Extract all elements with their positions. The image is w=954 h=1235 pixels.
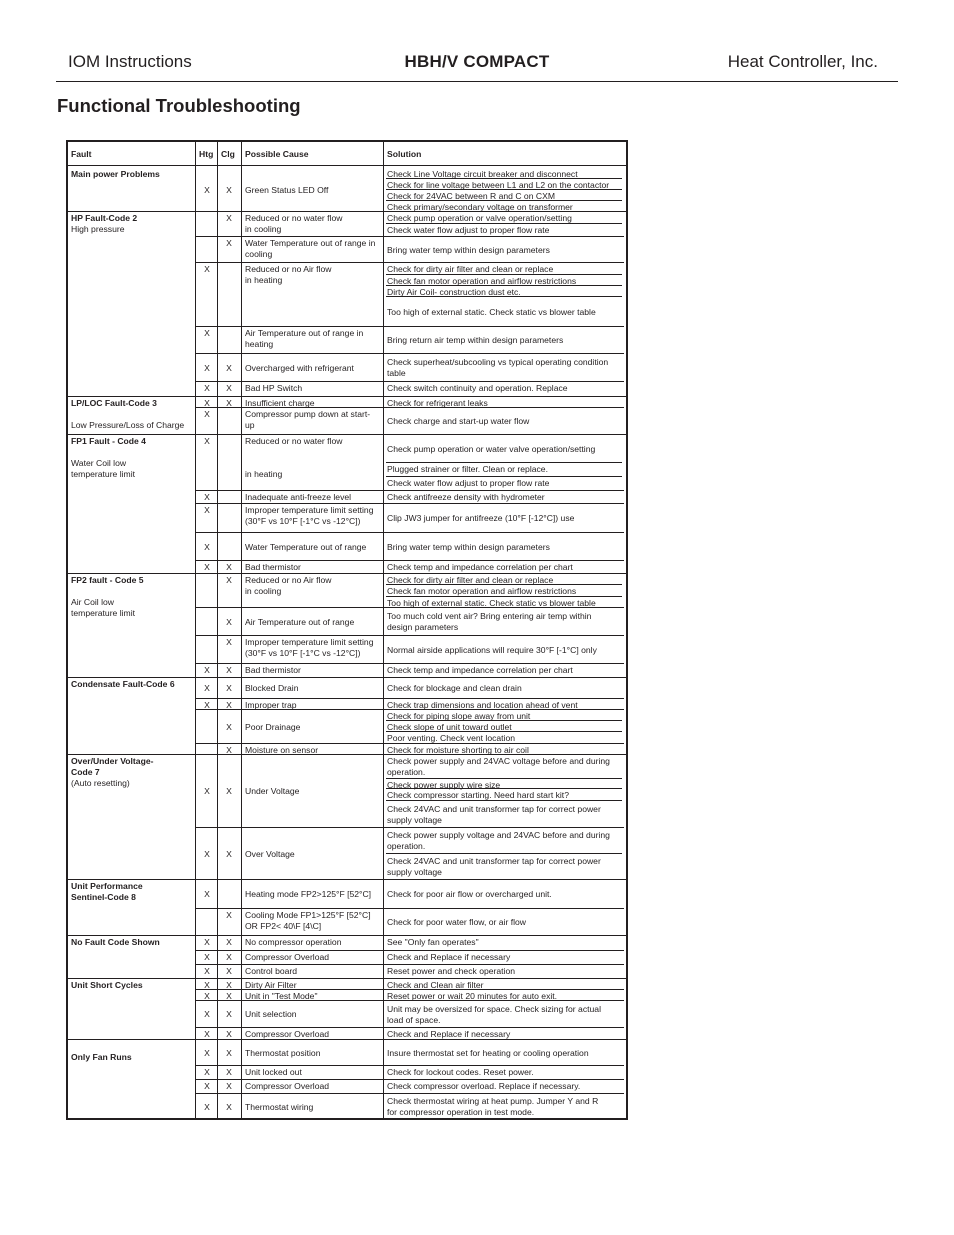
solution-text: Check trap dimensions and location ahead of vent [387, 700, 578, 710]
solution-text: Too high of external static. Check static vs blower table [387, 306, 596, 317]
solution-text: Check power supply and 24VAC voltage before and during [387, 756, 610, 766]
htg-mark: X [204, 562, 210, 572]
htg-mark: X [204, 1047, 210, 1058]
htg-mark: X [204, 665, 210, 675]
clg-mark: X [226, 184, 232, 195]
row-divider [196, 663, 624, 664]
solution-divider [386, 200, 622, 201]
solution-text: Check for piping slope away from unit [387, 711, 531, 721]
clg-mark: X [226, 616, 232, 627]
solution-text: Check fan motor operation and airflow restrictions [387, 586, 577, 596]
column-divider [217, 142, 218, 1118]
solution-text: Check water flow adjust to proper flow rate [387, 225, 550, 235]
solution-text: Bring water temp within design parameters [387, 244, 550, 255]
solution-text: Check for 24VAC between R and C on CXM [387, 191, 555, 201]
solution-text: Check fan motor operation and airflow restrictions [387, 276, 577, 286]
fault-label: Air Coil low [71, 597, 114, 607]
solution-text: Check for poor air flow or overcharged unit. [387, 889, 552, 899]
fault-label: High pressure [71, 224, 125, 234]
solution-text: for compressor operation in test mode. [387, 1107, 535, 1117]
htg-mark: X [204, 1009, 210, 1019]
possible-cause: up [245, 420, 255, 430]
possible-cause: Air Temperature out of range [245, 616, 355, 627]
solution-text: Check superheat/subcooling vs typical operating condition [387, 357, 609, 367]
possible-cause: (30°F vs 10°F [-1°C vs -12°C]) [245, 648, 361, 658]
possible-cause: in cooling [245, 586, 282, 596]
clg-mark: X [226, 700, 232, 710]
row-divider [196, 262, 624, 263]
htg-mark: X [204, 264, 210, 274]
solution-text: Check 24VAC and unit transformer tap for correct power [387, 803, 601, 814]
solution-text: Dirty Air Coil- construction dust etc. [387, 287, 521, 297]
htg-mark: X [204, 889, 210, 899]
solution-divider [386, 853, 622, 854]
clg-mark: X [226, 213, 232, 223]
row-divider [196, 709, 624, 710]
solution-text: table [387, 368, 406, 378]
row-divider [196, 827, 624, 828]
solution-text: Too much cold vent air? Bring entering air temp within [387, 611, 592, 621]
column-divider [383, 142, 384, 1118]
fault-label: LP/LOC Fault-Code 3 [71, 398, 157, 408]
row-divider [196, 407, 624, 408]
possible-cause: Poor Drainage [245, 721, 301, 732]
solution-text: Check power supply wire size [387, 780, 501, 790]
htg-mark: X [204, 383, 210, 393]
htg-mark: X [204, 362, 210, 373]
solution-text: supply voltage [387, 814, 442, 825]
solution-text: operation. [387, 767, 426, 777]
column-header: Clg [221, 149, 235, 159]
solution-text: Bring water temp within design parameters [387, 541, 550, 552]
fault-label: HP Fault-Code 2 [71, 213, 138, 223]
solution-divider [386, 178, 622, 179]
htg-mark: X [204, 409, 210, 419]
htg-mark: X [204, 683, 210, 693]
htg-mark: X [204, 700, 210, 710]
htg-mark: X [204, 398, 210, 408]
possible-cause: Unit selection [245, 1009, 297, 1019]
page-header [56, 50, 898, 78]
solution-divider [386, 788, 622, 789]
htg-mark: X [204, 436, 210, 446]
fault-label: temperature limit [71, 608, 135, 618]
row-divider [196, 236, 624, 237]
solution-text: Clip JW3 jumper for antifreeze (10°F [-12°C]) use [387, 513, 575, 523]
solution-text: Check primary/secondary voltage on transformer [387, 202, 573, 212]
clg-mark: X [226, 745, 232, 755]
solution-text: Check compressor overload. Replace if necessary. [387, 1081, 581, 1091]
fault-group-divider [68, 396, 626, 397]
solution-text: operation. [387, 841, 426, 851]
possible-cause: Unit locked out [245, 1067, 302, 1077]
row-divider [196, 503, 624, 504]
fault-group-divider [68, 434, 626, 435]
solution-text: Check temp and impedance correlation per chart [387, 665, 573, 675]
row-divider [196, 908, 624, 909]
fault-label: No Fault Code Shown [71, 937, 160, 947]
solution-text: Too high of external static. Check static vs blower table [387, 598, 596, 608]
fault-label: FP1 Fault - Code 4 [71, 436, 146, 446]
solution-divider [386, 476, 622, 477]
clg-mark: X [226, 383, 232, 393]
htg-mark: X [204, 966, 210, 976]
htg-mark: X [204, 541, 210, 552]
clg-mark: X [226, 362, 232, 373]
possible-cause: Control board [245, 966, 298, 976]
possible-cause: Moisture on sensor [245, 745, 319, 755]
clg-mark: X [226, 991, 232, 1001]
solution-text: Reset power or wait 20 minutes for auto exit. [387, 991, 558, 1001]
row-divider [196, 1065, 624, 1066]
solution-text: Check for blockage and clean drain [387, 683, 522, 693]
solution-divider [386, 296, 622, 297]
clg-mark: X [226, 937, 232, 947]
row-divider [196, 490, 624, 491]
solution-divider [386, 800, 622, 801]
possible-cause: Water Temperature out of range in [245, 238, 376, 248]
clg-mark: X [226, 1101, 232, 1112]
column-header: Fault [71, 149, 92, 159]
possible-cause: Bad HP Switch [245, 383, 303, 393]
possible-cause: Blocked Drain [245, 683, 299, 693]
fault-group-divider [68, 978, 626, 979]
header-left: IOM Instructions [68, 52, 192, 71]
solution-text: Check for line voltage between L1 and L2 on the contactor [387, 180, 610, 190]
solution-text: Check power supply voltage and 24VAC before and during [387, 830, 610, 840]
fault-label: Condensate Fault-Code 6 [71, 679, 175, 689]
clg-mark: X [226, 1067, 232, 1077]
row-divider [196, 698, 624, 699]
possible-cause: Reduced or no Air flow [245, 575, 332, 585]
htg-mark: X [204, 937, 210, 947]
clg-mark: X [226, 1047, 232, 1058]
possible-cause: Bad thermistor [245, 665, 301, 675]
solution-text: Check for dirty air filter and clean or replace [387, 575, 554, 585]
row-divider [196, 560, 624, 561]
solution-divider [386, 778, 622, 779]
row-divider [196, 1000, 624, 1001]
fault-label: (Auto resetting) [71, 778, 130, 788]
solution-text: Unit may be oversized for space. Check sizing for actual [387, 1003, 601, 1014]
possible-cause: (30°F vs 10°F [-1°C vs -12°C]) [245, 516, 361, 526]
solution-divider [386, 720, 622, 721]
possible-cause: Cooling Mode FP1>125°F [52°C] [245, 910, 371, 920]
header-rule [56, 81, 898, 82]
solution-text: Normal airside applications will require 30°F [-1°C] only [387, 644, 597, 655]
row-divider [196, 989, 624, 990]
possible-cause: Reduced or no water flow [245, 436, 343, 446]
clg-mark: X [226, 575, 232, 585]
troubleshooting-table [66, 140, 628, 1120]
solution-divider [386, 584, 622, 585]
solution-text: Check Line Voltage circuit breaker and disconnect [387, 169, 578, 179]
solution-text: Check compressor starting. Need hard start kit? [387, 790, 569, 800]
fault-group-divider [68, 879, 626, 880]
possible-cause: Overcharged with refrigerant [245, 362, 354, 373]
clg-mark: X [226, 848, 232, 859]
htg-mark: X [204, 1029, 210, 1039]
row-divider [196, 532, 624, 533]
possible-cause: Heating mode FP2>125°F [52°C] [245, 889, 372, 899]
htg-mark: X [204, 1067, 210, 1077]
possible-cause: in cooling [245, 224, 282, 234]
solution-text: Check pump operation or valve operation/setting [387, 213, 572, 223]
possible-cause: No compressor operation [245, 937, 342, 947]
possible-cause: OR FP2< 40\F [4\C] [245, 921, 322, 931]
solution-divider [386, 731, 622, 732]
solution-text: supply voltage [387, 867, 442, 877]
column-divider [195, 142, 196, 1118]
row-divider [196, 950, 624, 951]
clg-mark: X [226, 1009, 232, 1019]
fault-label: Unit Short Cycles [71, 980, 143, 990]
solution-text: Check for dirty air filter and clean or replace [387, 264, 554, 274]
row-divider [196, 607, 624, 608]
htg-mark: X [204, 328, 210, 338]
solution-text: Check switch continuity and operation. Replace [387, 383, 568, 393]
possible-cause: cooling [245, 249, 273, 259]
possible-cause: Bad thermistor [245, 562, 301, 572]
column-header: Htg [199, 149, 214, 159]
fault-label: Water Coil low [71, 458, 127, 468]
clg-mark: X [226, 910, 232, 920]
htg-mark: X [204, 786, 210, 796]
fault-label: Main power Problems [71, 169, 160, 179]
header-center: HBH/V COMPACT [404, 52, 550, 71]
htg-mark: X [204, 980, 210, 990]
solution-text: Bring return air temp within design parameters [387, 335, 564, 345]
column-header: Possible Cause [245, 149, 309, 159]
fault-label: Only Fan Runs [71, 1052, 132, 1062]
possible-cause: Improper temperature limit setting [245, 637, 374, 647]
possible-cause: Inadequate anti-freeze level [245, 492, 352, 502]
htg-mark: X [204, 505, 210, 515]
solution-text: Check temp and impedance correlation per chart [387, 562, 573, 572]
htg-mark: X [204, 848, 210, 859]
clg-mark: X [226, 721, 232, 732]
fault-group-divider [68, 754, 626, 755]
solution-divider [386, 189, 622, 190]
solution-text: design parameters [387, 622, 459, 632]
fault-label: temperature limit [71, 469, 135, 479]
clg-mark: X [226, 637, 232, 647]
solution-text: Check water flow adjust to proper flow rate [387, 478, 550, 488]
clg-mark: X [226, 238, 232, 248]
page-title: Functional Troubleshooting [57, 95, 301, 116]
possible-cause: Over Voltage [245, 848, 295, 859]
solution-text: Check and Replace if necessary [387, 952, 511, 962]
possible-cause: Reduced or no Air flow [245, 264, 332, 274]
possible-cause: heating [245, 339, 274, 349]
possible-cause: Water Temperature out of range [245, 541, 367, 552]
possible-cause: Green Status LED Off [245, 184, 329, 195]
fault-label: Code 7 [71, 767, 100, 777]
htg-mark: X [204, 492, 210, 502]
solution-divider [386, 462, 622, 463]
possible-cause: Dirty Air Filter [245, 980, 297, 990]
htg-mark: X [204, 1101, 210, 1112]
possible-cause: Compressor Overload [245, 952, 330, 962]
possible-cause: Unit in "Test Mode" [245, 991, 318, 1001]
solution-divider [386, 596, 622, 597]
clg-mark: X [226, 562, 232, 572]
possible-cause: Thermostat position [245, 1047, 321, 1058]
htg-mark: X [204, 952, 210, 962]
row-divider [196, 635, 624, 636]
row-divider [196, 381, 624, 382]
solution-divider [386, 274, 622, 275]
clg-mark: X [226, 398, 232, 408]
possible-cause: Reduced or no water flow [245, 213, 343, 223]
fault-group-divider [68, 677, 626, 678]
solution-text: Plugged strainer or filter. Clean or replace. [387, 464, 548, 474]
clg-mark: X [226, 683, 232, 693]
possible-cause: Compressor Overload [245, 1029, 330, 1039]
fault-group-divider [68, 1119, 626, 1120]
row-divider [196, 1079, 624, 1080]
solution-text: Reset power and check operation [387, 966, 516, 976]
solution-text: Check pump operation or water valve operation/setting [387, 443, 596, 454]
possible-cause: in heating [245, 469, 283, 479]
possible-cause: Improper temperature limit setting [245, 505, 374, 515]
possible-cause: in heating [245, 275, 283, 285]
possible-cause: Under Voltage [245, 786, 300, 796]
htg-mark: X [204, 1081, 210, 1091]
solution-text: Check for poor water flow, or air flow [387, 917, 526, 927]
clg-mark: X [226, 966, 232, 976]
possible-cause: Compressor Overload [245, 1081, 330, 1091]
solution-text: Check and Replace if necessary [387, 1029, 511, 1039]
solution-text: Check charge and start-up water flow [387, 416, 530, 426]
row-divider [196, 353, 624, 354]
fault-label: Over/Under Voltage- [71, 756, 154, 766]
possible-cause: Improper trap [245, 700, 297, 710]
possible-cause: Compressor pump down at start- [245, 409, 371, 419]
clg-mark: X [226, 665, 232, 675]
column-divider [241, 142, 242, 1118]
fault-group-divider [68, 1039, 626, 1040]
solution-text: Check slope of unit toward outlet [387, 722, 512, 732]
solution-text: See "Only fan operates" [387, 937, 479, 947]
fault-group-divider [68, 573, 626, 574]
fault-label: Unit Performance [71, 881, 143, 891]
solution-text: Check for refrigerant leaks [387, 398, 488, 408]
solution-text: Check for lockout codes. Reset power. [387, 1067, 534, 1077]
fault-label: FP2 fault - Code 5 [71, 575, 144, 585]
solution-text: Check antifreeze density with hydrometer [387, 492, 545, 502]
possible-cause: Air Temperature out of range in [245, 328, 364, 338]
header-divider [68, 165, 626, 166]
solution-text: Check 24VAC and unit transformer tap for correct power [387, 856, 601, 866]
clg-mark: X [226, 1081, 232, 1091]
fault-label: Low Pressure/Loss of Charge [71, 420, 185, 430]
column-header: Solution [387, 149, 422, 159]
clg-mark: X [226, 952, 232, 962]
clg-mark: X [226, 786, 232, 796]
fault-label: Sentinel-Code 8 [71, 892, 136, 902]
solution-text: Poor venting. Check vent location [387, 733, 516, 743]
row-divider [196, 326, 624, 327]
solution-text: Insure thermostat set for heating or cooling operation [387, 1047, 589, 1058]
row-divider [196, 1093, 624, 1094]
possible-cause: Insufficient charge [245, 398, 315, 408]
solution-text: Check thermostat wiring at heat pump. Jumper Y and R [387, 1096, 599, 1106]
solution-divider [386, 285, 622, 286]
solution-text: Check and Clean air filter [387, 980, 484, 990]
row-divider [196, 964, 624, 965]
row-divider [196, 1027, 624, 1028]
solution-text: load of space. [387, 1014, 441, 1025]
clg-mark: X [226, 980, 232, 990]
header-right: Heat Controller, Inc. [727, 52, 878, 71]
htg-mark: X [204, 991, 210, 1001]
clg-mark: X [226, 1029, 232, 1039]
htg-mark: X [204, 184, 210, 195]
solution-divider [386, 223, 622, 224]
solution-text: Check for moisture shorting to air coil [387, 745, 529, 755]
possible-cause: Thermostat wiring [245, 1101, 314, 1112]
fault-group-divider [68, 935, 626, 936]
row-divider [196, 743, 624, 744]
